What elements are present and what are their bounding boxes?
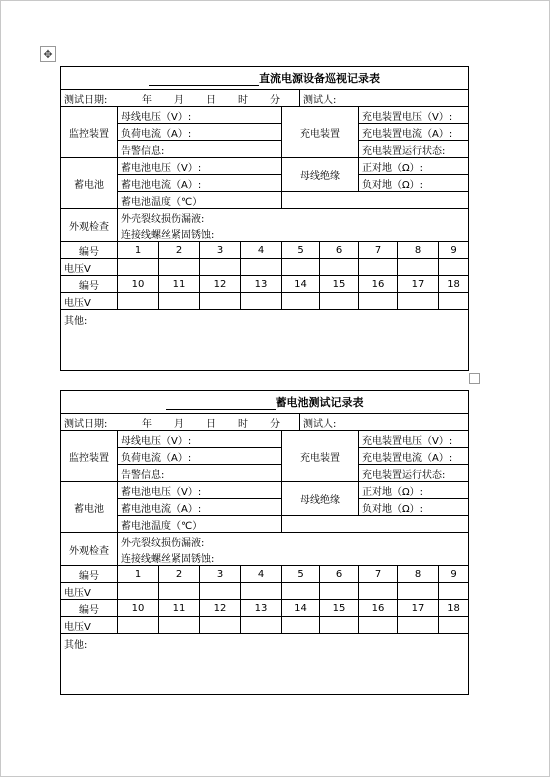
- voltage-input-cell[interactable]: [118, 259, 159, 276]
- monitor-item[interactable]: 母线电压（V）:: [118, 431, 282, 448]
- voltage-input-cell[interactable]: [398, 583, 439, 600]
- voltage-input-cell[interactable]: [241, 617, 282, 634]
- charger-item[interactable]: 充电装置电压（V）:: [359, 107, 469, 124]
- number-label: 编号: [61, 276, 118, 293]
- battery-item[interactable]: 蓄电池电流（A）:: [118, 175, 282, 192]
- tester-field[interactable]: [300, 90, 469, 107]
- charger-item[interactable]: 充电装置电压（V）:: [359, 431, 469, 448]
- voltage-input-cell[interactable]: [320, 259, 359, 276]
- date-unit-label: 时: [238, 418, 248, 430]
- title-blank-line[interactable]: [149, 73, 259, 86]
- voltage-input-cell[interactable]: [439, 617, 469, 634]
- monitor-item[interactable]: 负荷电流（A）:: [118, 124, 282, 141]
- date-row: [61, 90, 469, 107]
- voltage-input-cell[interactable]: [359, 293, 398, 310]
- empty-cell[interactable]: [282, 516, 469, 533]
- monitor-row: [61, 431, 469, 448]
- voltage-input-cell[interactable]: [200, 583, 241, 600]
- other-row: [61, 310, 469, 371]
- battery-item[interactable]: 蓄电池电压（V）:: [118, 158, 282, 175]
- battery-number-cell: 13: [241, 600, 282, 617]
- voltage-input-cell[interactable]: [282, 583, 320, 600]
- charger-item[interactable]: 充电装置运行状态:: [359, 141, 469, 158]
- other-row: [61, 634, 469, 695]
- voltage-input-cell[interactable]: [439, 583, 469, 600]
- voltage-input-cell[interactable]: [439, 259, 469, 276]
- battery-number-cell: 18: [439, 276, 469, 293]
- table-title-text: 直流电源设备巡视记录表: [259, 72, 381, 85]
- number-label: 编号: [61, 242, 118, 259]
- battery-number-row: [61, 566, 469, 583]
- battery-number-cell: 11: [159, 600, 200, 617]
- voltage-input-cell[interactable]: [159, 293, 200, 310]
- battery-number-cell: 17: [398, 600, 439, 617]
- battery-number-cell: 9: [439, 242, 469, 259]
- voltage-input-cell[interactable]: [398, 293, 439, 310]
- date-row: [61, 414, 469, 431]
- date-unit-label: 年: [142, 94, 152, 106]
- battery-number-cell: 8: [398, 242, 439, 259]
- battery-number-cell: 15: [320, 600, 359, 617]
- voltage-label: 电压V: [61, 583, 118, 600]
- other-notes-field[interactable]: [61, 634, 469, 695]
- battery-row: [61, 192, 469, 209]
- monitor-item[interactable]: 母线电压（V）:: [118, 107, 282, 124]
- record-table: [60, 66, 469, 371]
- insulation-item[interactable]: 正对地（Ω）:: [359, 158, 469, 175]
- battery-number-cell: 1: [118, 242, 159, 259]
- other-label: 其他:: [64, 640, 88, 651]
- voltage-input-cell[interactable]: [439, 293, 469, 310]
- voltage-row: [61, 583, 469, 600]
- voltage-row: [61, 293, 469, 310]
- charger-item[interactable]: 充电装置电流（A）:: [359, 448, 469, 465]
- table-title-text: 蓄电池测试记录表: [275, 396, 364, 409]
- voltage-input-cell[interactable]: [159, 617, 200, 634]
- battery-number-cell: 8: [398, 566, 439, 583]
- insulation-item[interactable]: 正对地（Ω）:: [359, 482, 469, 499]
- monitor-label: 监控装置: [61, 431, 118, 482]
- voltage-input-cell[interactable]: [282, 293, 320, 310]
- charger-item[interactable]: 充电装置运行状态:: [359, 465, 469, 482]
- voltage-label: 电压V: [61, 259, 118, 276]
- voltage-input-cell[interactable]: [159, 583, 200, 600]
- voltage-input-cell[interactable]: [320, 617, 359, 634]
- charger-label: 充电装置: [282, 431, 359, 482]
- battery-number-cell: 6: [320, 566, 359, 583]
- appearance-row: [61, 209, 469, 226]
- appearance-row: [61, 225, 469, 242]
- monitor-row: [61, 124, 469, 141]
- battery-number-cell: 5: [282, 566, 320, 583]
- battery-number-cell: 14: [282, 600, 320, 617]
- voltage-input-cell[interactable]: [320, 293, 359, 310]
- battery-row: [61, 499, 469, 516]
- voltage-input-cell[interactable]: [118, 293, 159, 310]
- voltage-input-cell[interactable]: [320, 583, 359, 600]
- monitor-row: [61, 107, 469, 124]
- tester-label: 测试人:: [303, 418, 337, 430]
- monitor-item[interactable]: 负荷电流（A）:: [118, 448, 282, 465]
- test-date-label: 测试日期:: [64, 94, 108, 106]
- other-notes-field[interactable]: [61, 310, 469, 371]
- appearance-item[interactable]: 外壳裂纹损伤漏液:: [118, 209, 469, 226]
- charger-item[interactable]: 充电装置电流（A）:: [359, 124, 469, 141]
- battery-number-cell: 16: [359, 276, 398, 293]
- battery-number-cell: 11: [159, 276, 200, 293]
- tester-label: 测试人:: [303, 94, 337, 106]
- battery-number-cell: 4: [241, 566, 282, 583]
- battery-number-cell: 5: [282, 242, 320, 259]
- battery-label: 蓄电池: [61, 482, 118, 533]
- monitor-row: [61, 141, 469, 158]
- voltage-label: 电压V: [61, 617, 118, 634]
- voltage-row: [61, 259, 469, 276]
- voltage-label: 电压V: [61, 293, 118, 310]
- battery-number-cell: 3: [200, 242, 241, 259]
- date-unit-label: 日: [206, 94, 216, 106]
- table-move-handle-icon[interactable]: ✥: [40, 46, 56, 62]
- battery-number-cell: 2: [159, 566, 200, 583]
- voltage-row: [61, 617, 469, 634]
- battery-item[interactable]: 蓄电池温度（℃）: [118, 192, 282, 209]
- test-date-label: 测试日期:: [64, 418, 108, 430]
- title-blank-line[interactable]: [166, 397, 276, 410]
- battery-label: 蓄电池: [61, 158, 118, 209]
- battery-number-cell: 18: [439, 600, 469, 617]
- date-unit-label: 日: [206, 418, 216, 430]
- voltage-input-cell[interactable]: [359, 583, 398, 600]
- number-label: 编号: [61, 566, 118, 583]
- insulation-label: 母线绝缘: [282, 158, 359, 192]
- date-unit-label: 分: [270, 94, 280, 106]
- insulation-item[interactable]: 负对地（Ω）:: [359, 175, 469, 192]
- appearance-label: 外观检查: [61, 533, 118, 566]
- appearance-row: [61, 549, 469, 566]
- battery-number-row: [61, 600, 469, 617]
- voltage-input-cell[interactable]: [359, 259, 398, 276]
- appearance-label: 外观检查: [61, 209, 118, 242]
- battery-number-cell: 2: [159, 242, 200, 259]
- voltage-input-cell[interactable]: [241, 293, 282, 310]
- voltage-input-cell[interactable]: [241, 259, 282, 276]
- battery-number-cell: 7: [359, 242, 398, 259]
- battery-number-cell: 16: [359, 600, 398, 617]
- battery-item[interactable]: 蓄电池温度（℃）: [118, 516, 282, 533]
- voltage-input-cell[interactable]: [200, 259, 241, 276]
- title-row: [61, 391, 469, 414]
- number-label: 编号: [61, 600, 118, 617]
- table-title: [61, 67, 469, 90]
- date-unit-label: 年: [142, 418, 152, 430]
- battery-row: [61, 175, 469, 192]
- battery-number-cell: 14: [282, 276, 320, 293]
- battery-row: [61, 516, 469, 533]
- voltage-input-cell[interactable]: [282, 259, 320, 276]
- battery-number-row: [61, 276, 469, 293]
- title-row: [61, 67, 469, 90]
- battery-number-cell: 1: [118, 566, 159, 583]
- voltage-input-cell[interactable]: [359, 617, 398, 634]
- monitor-item[interactable]: 告警信息:: [118, 141, 282, 158]
- date-unit-label: 时: [238, 94, 248, 106]
- battery-number-cell: 10: [118, 276, 159, 293]
- battery-number-cell: 4: [241, 242, 282, 259]
- voltage-input-cell[interactable]: [118, 583, 159, 600]
- test-date-field[interactable]: [61, 414, 300, 431]
- battery-number-cell: 6: [320, 242, 359, 259]
- table-resize-handle-icon[interactable]: [469, 373, 480, 384]
- date-unit-label: 分: [270, 418, 280, 430]
- voltage-input-cell[interactable]: [200, 617, 241, 634]
- monitor-row: [61, 465, 469, 482]
- appearance-item[interactable]: 连接线螺丝紧固锈蚀:: [118, 225, 469, 242]
- battery-number-cell: 7: [359, 566, 398, 583]
- voltage-input-cell[interactable]: [118, 617, 159, 634]
- voltage-input-cell[interactable]: [282, 617, 320, 634]
- battery-row: [61, 482, 469, 499]
- charger-label: 充电装置: [282, 107, 359, 158]
- voltage-input-cell[interactable]: [241, 583, 282, 600]
- battery-number-cell: 10: [118, 600, 159, 617]
- tester-field[interactable]: [300, 414, 469, 431]
- battery-number-cell: 12: [200, 600, 241, 617]
- voltage-input-cell[interactable]: [159, 259, 200, 276]
- battery-number-cell: 17: [398, 276, 439, 293]
- date-unit-label: 月: [174, 94, 184, 106]
- date-unit-label: 月: [174, 418, 184, 430]
- empty-cell[interactable]: [282, 192, 469, 209]
- battery-row: [61, 158, 469, 175]
- battery-number-cell: 12: [200, 276, 241, 293]
- monitor-row: [61, 448, 469, 465]
- battery-number-cell: 3: [200, 566, 241, 583]
- battery-number-row: [61, 242, 469, 259]
- table-title: [61, 391, 469, 414]
- battery-item[interactable]: 蓄电池电压（V）:: [118, 482, 282, 499]
- voltage-input-cell[interactable]: [200, 293, 241, 310]
- battery-number-cell: 13: [241, 276, 282, 293]
- appearance-item[interactable]: 连接线螺丝紧固锈蚀:: [118, 549, 469, 566]
- other-label: 其他:: [64, 316, 88, 327]
- record-table: [60, 390, 469, 695]
- battery-item[interactable]: 蓄电池电流（A）:: [118, 499, 282, 516]
- appearance-row: [61, 533, 469, 550]
- test-date-field[interactable]: [61, 90, 300, 107]
- voltage-input-cell[interactable]: [398, 259, 439, 276]
- voltage-input-cell[interactable]: [398, 617, 439, 634]
- insulation-label: 母线绝缘: [282, 482, 359, 516]
- monitor-label: 监控装置: [61, 107, 118, 158]
- battery-number-cell: 15: [320, 276, 359, 293]
- monitor-item[interactable]: 告警信息:: [118, 465, 282, 482]
- battery-number-cell: 9: [439, 566, 469, 583]
- insulation-item[interactable]: 负对地（Ω）:: [359, 499, 469, 516]
- appearance-item[interactable]: 外壳裂纹损伤漏液:: [118, 533, 469, 550]
